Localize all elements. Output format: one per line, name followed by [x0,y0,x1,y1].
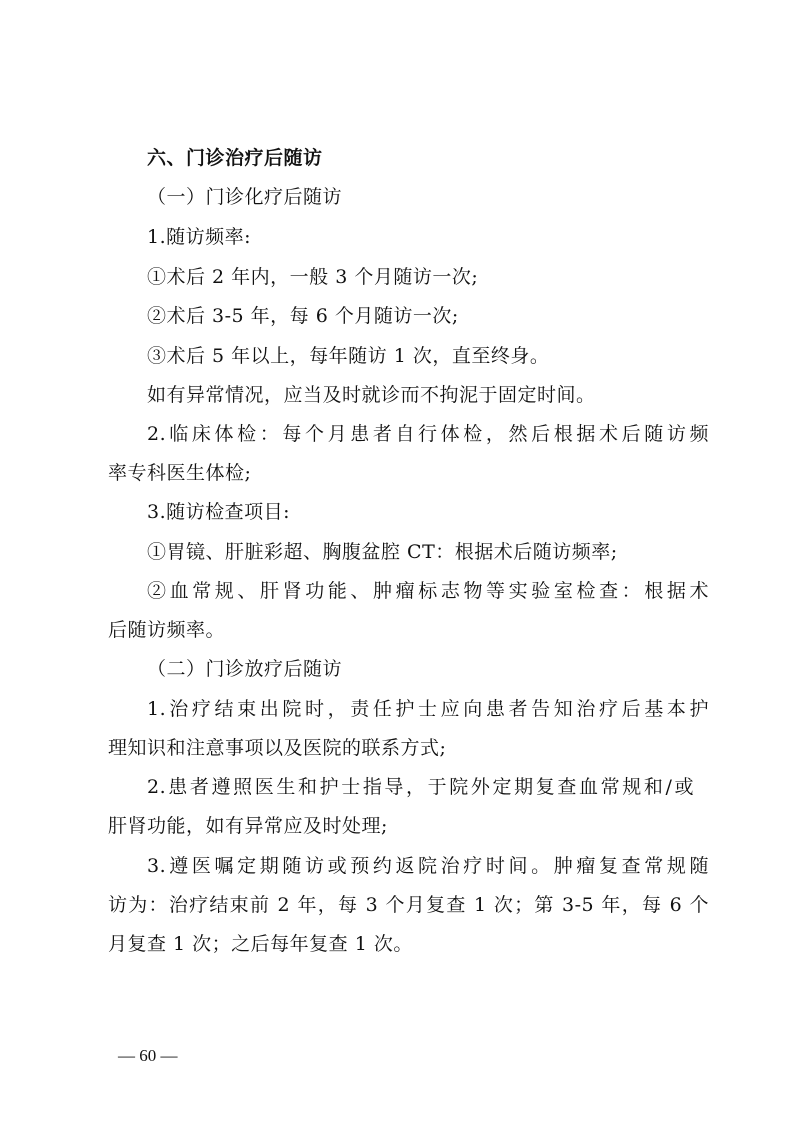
check-item-2-line1: ②血常规、肝肾功能、肿瘤标志物等实验室检查：根据术 [147,580,709,602]
part1-title: （一）门诊化疗后随访 [147,186,343,208]
part2-item1-line2: 理知识和注意事项以及医院的联系方式; [108,737,447,759]
part1-item3-label: 3.随访检查项目: [147,501,291,523]
part2-item2-line2: 肝肾功能，如有异常应及时处理; [108,815,388,837]
part2-title: （二）门诊放疗后随访 [147,658,343,680]
abnormal-note: 如有异常情况，应当及时就诊而不拘泥于固定时间。 [147,384,596,406]
frequency-item-1: ①术后 2 年内，一般 3 个月随访一次; [147,266,479,288]
part1-item2-line2: 率专科医生体检; [108,462,252,484]
part2-item2-line1: 2.患者遵照医生和护士指导，于院外定期复查血常规和/或 [147,776,694,798]
section-heading: 六、门诊治疗后随访 [147,147,323,169]
check-item-1: ①胃镜、肝脏彩超、胸腹盆腔 CT：根据术后随访频率; [147,541,618,563]
frequency-item-3: ③术后 5 年以上，每年随访 1 次，直至终身。 [147,345,550,367]
part2-item3-line1: 3.遵医嘱定期随访或预约返院治疗时间。肿瘤复查常规随 [147,855,709,877]
part2-item3-line2: 访为：治疗结束前 2 年，每 3 个月复查 1 次；第 3-5 年，每 6 个 [108,894,709,916]
part2-item1-line1: 1.治疗结束出院时，责任护士应向患者告知治疗后基本护 [147,698,709,720]
page-number: — 60 — [118,1046,178,1065]
part2-item3-line3: 月复查 1 次；之后每年复查 1 次。 [108,933,413,955]
part1-item2-line1: 2.临床体检：每个月患者自行体检，然后根据术后随访频 [147,423,709,445]
frequency-item-2: ②术后 3-5 年，每 6 个月随访一次; [147,305,459,327]
part1-item1-label: 1.随访频率: [147,226,252,248]
check-item-2-line2: 后随访频率。 [108,619,226,641]
